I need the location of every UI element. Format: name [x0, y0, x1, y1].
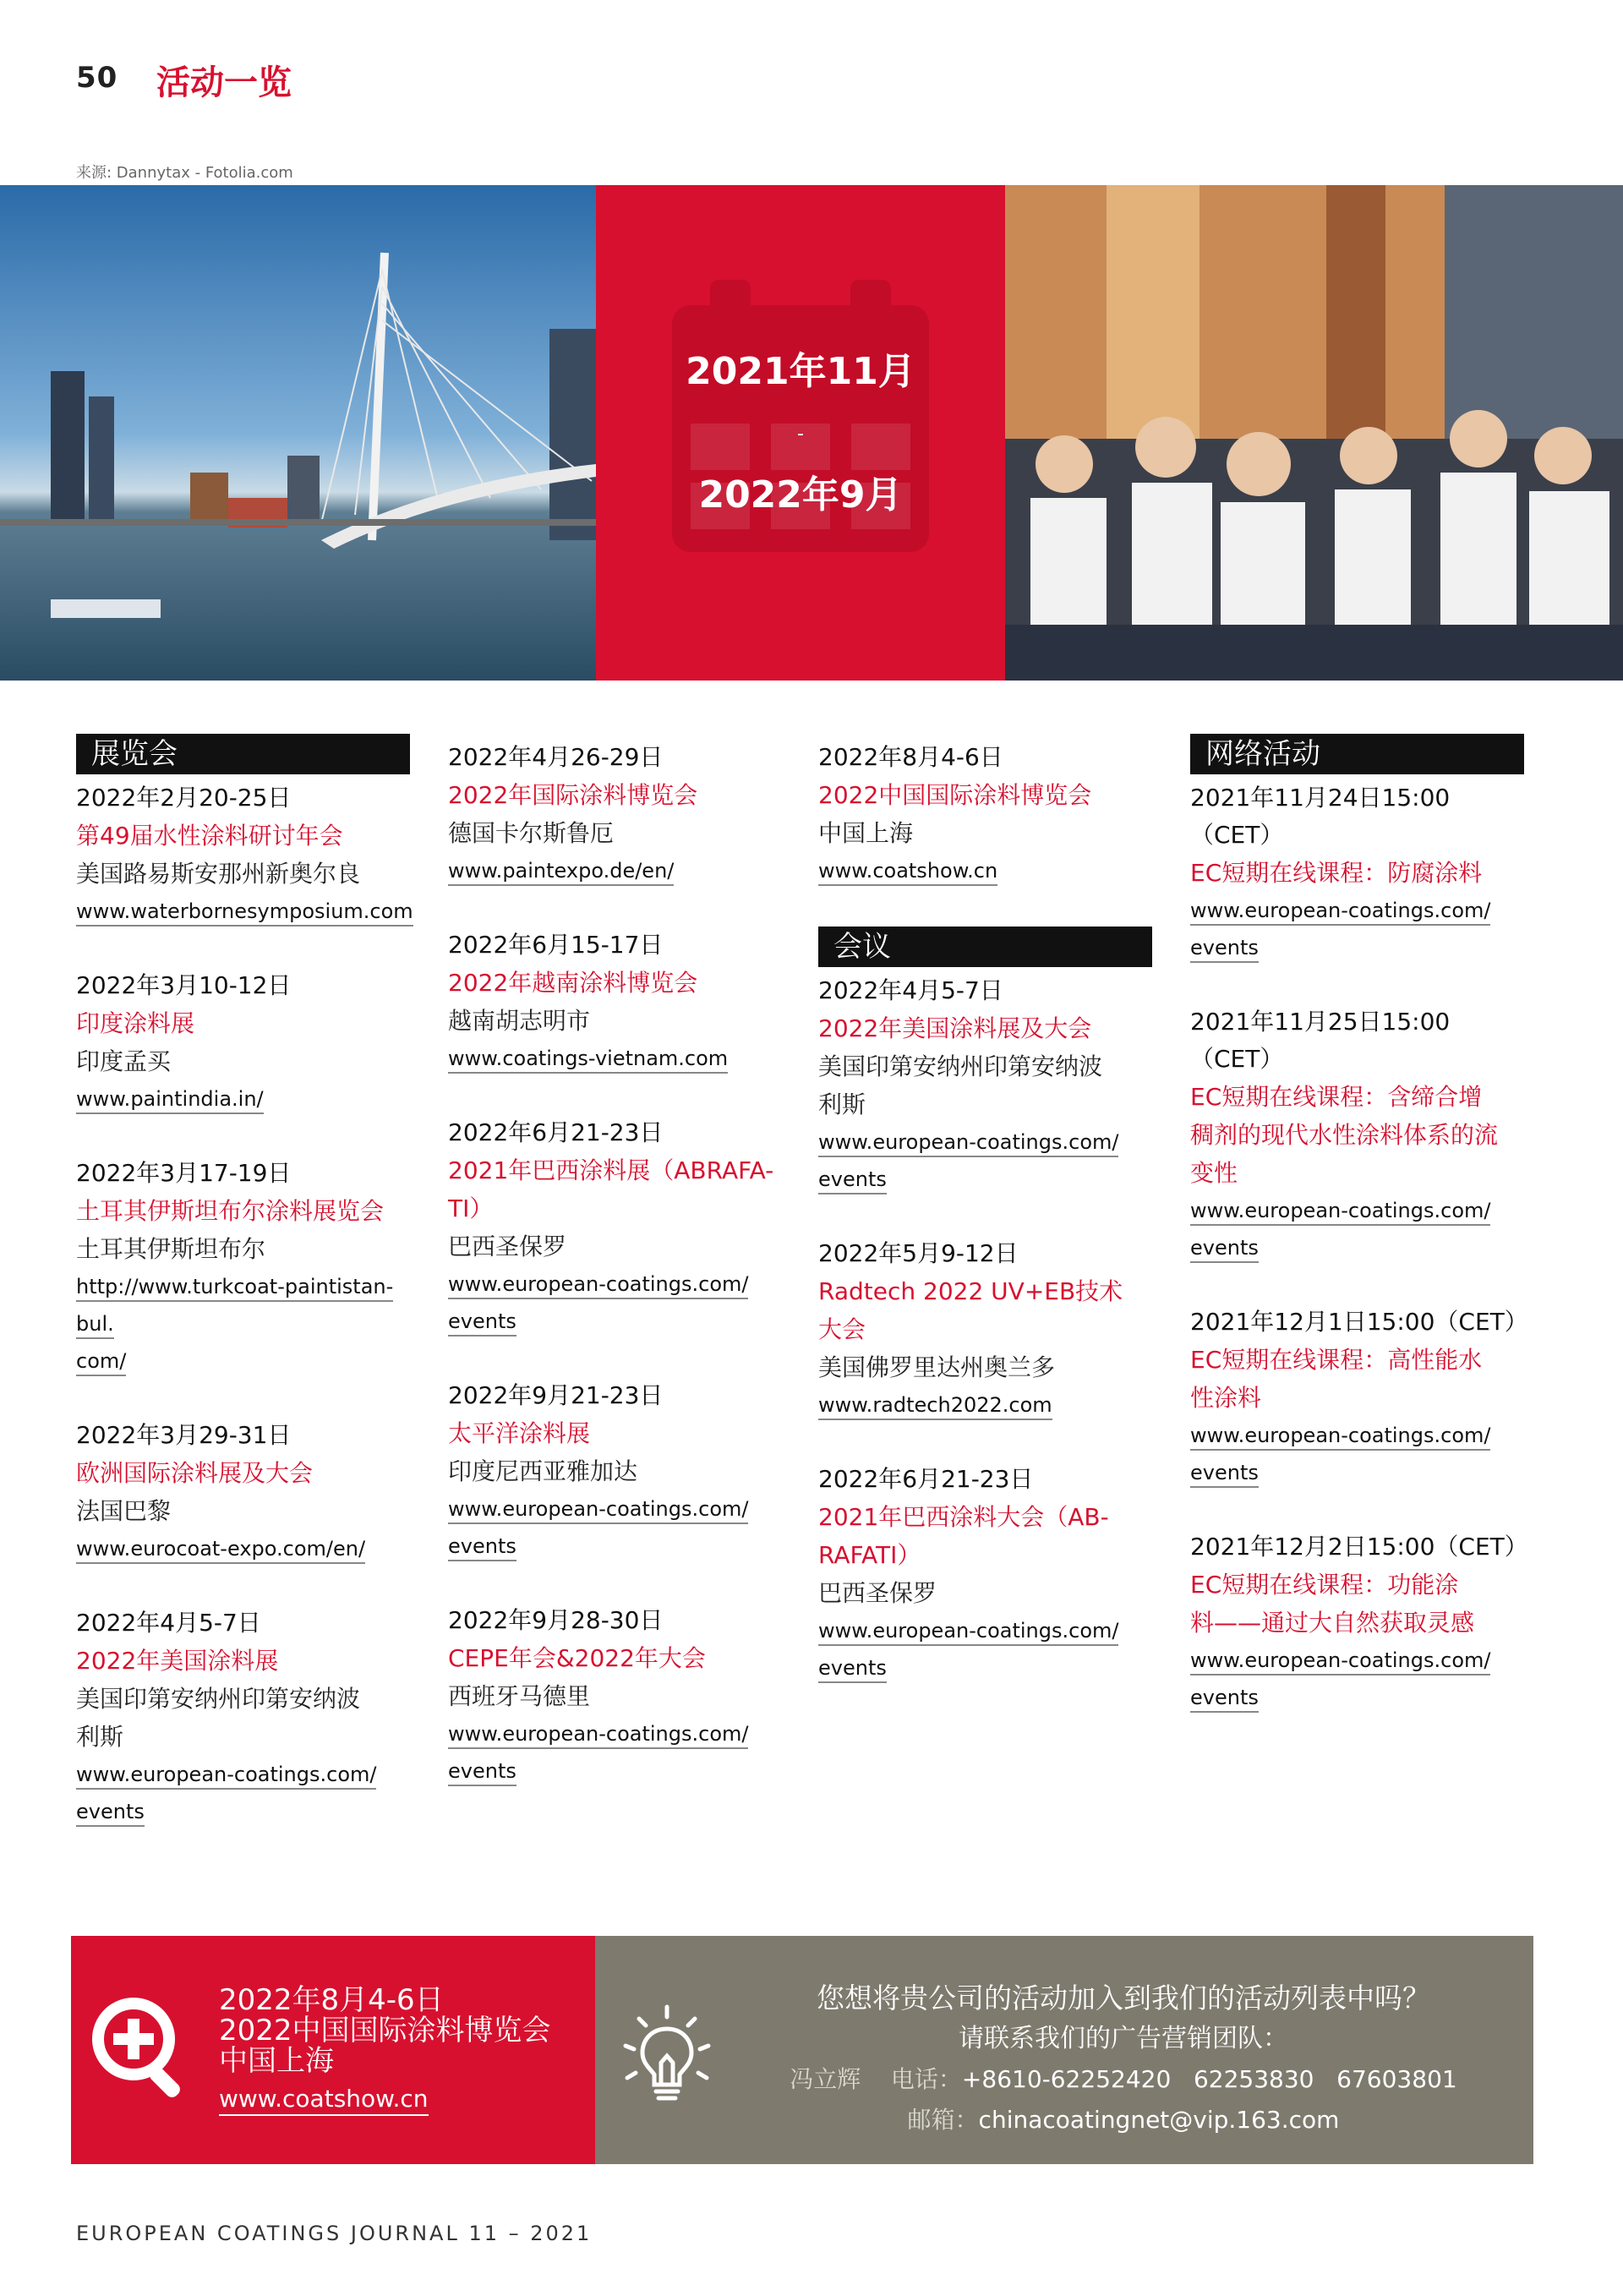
- event-location: 德国卡尔斯鲁厄: [448, 819, 615, 847]
- hero-banner: [0, 185, 1623, 681]
- city-bridge-photo: [0, 185, 596, 681]
- event-title: 土耳其伊斯坦布尔涂料展览会: [76, 1197, 385, 1225]
- featured-event-date: 2022年8月4-6日: [219, 1983, 444, 2017]
- event-title: 2022年美国涂料展: [76, 1647, 279, 1675]
- event-title: 第49届水性涂料研讨年会: [76, 822, 343, 850]
- event-title: EC短期在线课程：功能涂: [1190, 1571, 1459, 1599]
- audience-illustration: [1005, 185, 1623, 681]
- event-title: TI）: [448, 1194, 494, 1222]
- zoom-in-icon: [90, 1995, 191, 2098]
- event-location: 利斯: [818, 1091, 866, 1118]
- journal-footer: EUROPEAN COATINGS JOURNAL 11 – 2021: [76, 2222, 593, 2245]
- event-date: 2021年11月25日15:00: [1190, 1008, 1451, 1036]
- event-link[interactable]: [76, 1268, 410, 1342]
- featured-event-link[interactable]: www.coatshow.cn: [219, 2085, 429, 2116]
- event-link-text[interactable]: events: [1190, 936, 1259, 963]
- featured-event-panel: [71, 1936, 595, 2164]
- column-webinars: [1190, 734, 1528, 1753]
- event-entry: [818, 1235, 1152, 1424]
- event-link[interactable]: [818, 852, 1152, 889]
- event-title: 性涂料: [1190, 1384, 1262, 1412]
- event-link[interactable]: [818, 1161, 1152, 1198]
- event-link[interactable]: [1190, 892, 1524, 929]
- event-link-text[interactable]: www.european-coatings.com/: [448, 1272, 748, 1299]
- event-entry: [1190, 1304, 1528, 1491]
- event-date: 2022年4月5-7日: [818, 976, 1003, 1004]
- event-link[interactable]: [448, 1715, 782, 1752]
- event-title: 稠剂的现代水性涂料体系的流: [1190, 1121, 1499, 1149]
- event-link-text[interactable]: events: [448, 1309, 516, 1337]
- date-range-start: 2021年11月: [686, 350, 915, 393]
- event-link[interactable]: [448, 1266, 782, 1303]
- category-heading-conferences: 会议: [818, 927, 1152, 967]
- event-link[interactable]: [1190, 1229, 1524, 1266]
- event-link-text[interactable]: www.paintindia.in/: [76, 1087, 264, 1114]
- event-location: 利斯: [76, 1723, 124, 1751]
- advert-question: 您想将贵公司的活动加入到我们的活动列表中吗？: [817, 1982, 1430, 2014]
- event-entry: [1190, 1003, 1524, 1266]
- date-range-dash: -: [797, 424, 804, 445]
- event-link-text[interactable]: www.european-coatings.com/: [818, 1619, 1118, 1646]
- event-date: 2022年3月29-31日: [76, 1421, 292, 1449]
- event-title: 大会: [818, 1315, 866, 1343]
- event-location: 美国印第安纳州印第安纳波: [818, 1052, 1103, 1080]
- column-exhibitions-continued: [448, 739, 782, 1827]
- event-entry: [818, 739, 1152, 889]
- event-location: 巴西圣保罗: [818, 1579, 937, 1607]
- event-location: 中国上海: [818, 819, 914, 847]
- event-link-text[interactable]: www.european-coatings.com/: [76, 1763, 376, 1790]
- event-entry: [76, 1155, 410, 1380]
- event-location: 越南胡志明市: [448, 1007, 591, 1035]
- event-link-text[interactable]: events: [76, 1800, 145, 1827]
- event-location: 印度孟买: [76, 1047, 172, 1075]
- contact-name: 冯立辉: [790, 2065, 861, 2093]
- event-link-text[interactable]: www.european-coatings.com/: [1190, 899, 1490, 926]
- event-link-text[interactable]: www.coatings-vietnam.com: [448, 1047, 728, 1074]
- lightbulb-icon: [620, 2004, 713, 2105]
- event-link[interactable]: [76, 1793, 410, 1830]
- event-link[interactable]: [818, 1612, 1152, 1649]
- event-link[interactable]: [1190, 1454, 1524, 1491]
- category-heading-exhibitions: 展览会: [76, 734, 410, 774]
- event-link[interactable]: [1190, 1417, 1524, 1454]
- event-link-text[interactable]: com/: [76, 1349, 126, 1376]
- event-link[interactable]: [448, 1040, 782, 1077]
- event-link-text[interactable]: events: [448, 1759, 516, 1786]
- event-link-text[interactable]: events: [818, 1656, 887, 1683]
- conference-audience-photo: [1005, 185, 1623, 681]
- event-link-text[interactable]: www.european-coatings.com/: [448, 1497, 748, 1524]
- phone-label: 电话：: [890, 2065, 962, 2093]
- phone-numbers: +8610-62252420 62253830 67603801: [961, 2065, 1457, 2093]
- advert-contact-prompt: 请联系我们的广告营销团队：: [959, 2024, 1288, 2053]
- event-title: EC短期在线课程：防腐涂料: [1190, 859, 1483, 887]
- event-date: 2022年6月21-23日: [818, 1465, 1034, 1493]
- event-date: 2022年4月26-29日: [448, 743, 664, 771]
- event-link-text[interactable]: www.eurocoat-expo.com/en/: [76, 1537, 365, 1564]
- event-title: Radtech 2022 UV+EB技术: [818, 1277, 1123, 1305]
- event-link[interactable]: [1190, 1679, 1524, 1716]
- date-range-panel: [596, 185, 1005, 681]
- event-entry: [448, 1377, 782, 1565]
- event-title: RAFATI）: [818, 1541, 921, 1569]
- event-date: 2021年12月2日15:00（CET）: [1190, 1533, 1528, 1561]
- email-address[interactable]: chinacoatingnet@vip.163.com: [978, 2106, 1340, 2134]
- event-date: （CET）: [1190, 821, 1284, 849]
- event-link-text[interactable]: events: [1190, 1236, 1259, 1263]
- event-date: 2022年9月28-30日: [448, 1606, 664, 1634]
- event-entry: [448, 1114, 782, 1340]
- event-link-text[interactable]: www.radtech2022.com: [818, 1393, 1052, 1420]
- event-link-text[interactable]: www.european-coatings.com/: [1190, 1648, 1490, 1676]
- page-number: 50: [76, 61, 118, 95]
- event-entry: [448, 739, 782, 889]
- event-title: 欧洲国际涂料展及大会: [76, 1459, 314, 1487]
- event-link[interactable]: [448, 1490, 782, 1528]
- event-link-text[interactable]: events: [448, 1534, 516, 1561]
- event-link[interactable]: [448, 1303, 782, 1340]
- event-date: 2022年3月10-12日: [76, 971, 292, 999]
- event-link[interactable]: [448, 1752, 782, 1790]
- event-date: 2022年6月21-23日: [448, 1118, 664, 1146]
- event-title: 变性: [1190, 1159, 1238, 1187]
- event-entry: [76, 779, 413, 930]
- event-title: 2022中国国际涂料博览会: [818, 781, 1092, 809]
- event-link-text[interactable]: www.european-coatings.com/: [818, 1130, 1118, 1157]
- event-title: EC短期在线课程：高性能水: [1190, 1346, 1483, 1374]
- event-date: 2022年8月4-6日: [818, 743, 1003, 771]
- event-location: 巴西圣保罗: [448, 1233, 567, 1260]
- event-title: CEPE年会&2022年大会: [448, 1644, 706, 1672]
- featured-event-location: 中国上海: [219, 2044, 334, 2078]
- advert-email-line: [743, 2102, 1504, 2135]
- event-link-text[interactable]: http://www.turkcoat-paintistan-bul.: [76, 1275, 393, 1339]
- event-location: 印度尼西亚雅加达: [448, 1457, 638, 1485]
- event-title: 料——通过大自然获取灵感: [1190, 1609, 1475, 1637]
- event-title: 2022年美国涂料展及大会: [818, 1014, 1092, 1042]
- event-title: 印度涂料展: [76, 1009, 195, 1037]
- section-title: 活动一览: [156, 63, 292, 102]
- event-link-text[interactable]: www.european-coatings.com/: [1190, 1424, 1490, 1451]
- category-heading-webinars: 网络活动: [1190, 734, 1524, 774]
- event-entry: [76, 1604, 410, 1830]
- event-entry: [76, 967, 410, 1118]
- event-link-text[interactable]: www.european-coatings.com/: [448, 1722, 748, 1749]
- event-title: 2022年国际涂料博览会: [448, 781, 698, 809]
- event-link[interactable]: [76, 1756, 410, 1793]
- event-location: 西班牙马德里: [448, 1682, 591, 1710]
- photo-credit: 来源: Dannytax - Fotolia.com: [76, 164, 293, 182]
- event-title: 2022年越南涂料博览会: [448, 969, 698, 997]
- date-range-end: 2022年9月: [698, 473, 903, 517]
- event-entry: [818, 1461, 1152, 1686]
- event-date: 2022年4月5-7日: [76, 1609, 261, 1637]
- event-link[interactable]: [818, 1386, 1152, 1424]
- event-link[interactable]: [76, 1080, 410, 1118]
- event-title: 太平洋涂料展: [448, 1419, 591, 1447]
- event-entry: [818, 972, 1152, 1198]
- event-entry: [76, 1417, 410, 1567]
- event-date: 2022年3月17-19日: [76, 1159, 292, 1187]
- column-exhibitions: [76, 734, 413, 1867]
- event-date: 2022年5月9-12日: [818, 1239, 1019, 1267]
- event-link[interactable]: [818, 1649, 1152, 1686]
- event-link[interactable]: [448, 1528, 782, 1565]
- event-location: 美国印第安纳州印第安纳波: [76, 1685, 361, 1713]
- event-location: 美国佛罗里达州奥兰多: [818, 1353, 1056, 1381]
- event-link-text[interactable]: www.european-coatings.com/: [1190, 1199, 1490, 1226]
- featured-event-title: 2022中国国际涂料博览会: [219, 2014, 551, 2047]
- event-link[interactable]: [818, 1123, 1152, 1161]
- event-title: 2021年巴西涂料展（ABRAFA-: [448, 1156, 774, 1184]
- event-link-text[interactable]: www.paintexpo.de/en/: [448, 859, 674, 886]
- event-entry: [1190, 1528, 1528, 1716]
- event-entry: [1190, 779, 1524, 966]
- advert-contact-panel: [595, 1936, 1533, 2164]
- event-link-text[interactable]: events: [818, 1167, 887, 1194]
- event-link[interactable]: [1190, 929, 1524, 966]
- event-title: EC短期在线课程：含缔合增: [1190, 1083, 1483, 1111]
- event-date: 2022年6月15-17日: [448, 931, 664, 959]
- featured-event-text: [219, 1985, 551, 2076]
- advert-phone-line: [743, 2061, 1504, 2095]
- event-location: 法国巴黎: [76, 1497, 172, 1525]
- event-date: 2021年11月24日15:00: [1190, 784, 1451, 812]
- event-link[interactable]: [1190, 1642, 1524, 1679]
- event-link-text[interactable]: events: [1190, 1686, 1259, 1713]
- event-link-text[interactable]: www.waterbornesymposium.com: [76, 899, 413, 927]
- event-date: （CET）: [1190, 1045, 1284, 1073]
- event-date: 2022年9月21-23日: [448, 1381, 664, 1409]
- event-link-text[interactable]: events: [1190, 1461, 1259, 1488]
- event-entry: [448, 927, 782, 1077]
- event-date: 2022年2月20-25日: [76, 784, 292, 812]
- event-date: 2021年12月1日15:00（CET）: [1190, 1308, 1528, 1336]
- event-link[interactable]: [76, 1342, 410, 1380]
- event-entry: [448, 1602, 782, 1790]
- bridge-illustration: [0, 185, 596, 681]
- event-title: 2021年巴西涂料大会（AB-: [818, 1503, 1109, 1531]
- event-link[interactable]: [1190, 1192, 1524, 1229]
- email-label: 邮箱：: [907, 2106, 979, 2134]
- column-conferences: [818, 739, 1152, 1724]
- event-location: 美国路易斯安那州新奥尔良: [76, 860, 361, 888]
- event-location: 土耳其伊斯坦布尔: [76, 1235, 266, 1263]
- event-link[interactable]: [448, 852, 782, 889]
- event-link[interactable]: [76, 1530, 410, 1567]
- event-link-text[interactable]: www.coatshow.cn: [818, 859, 997, 886]
- event-link[interactable]: [76, 893, 413, 930]
